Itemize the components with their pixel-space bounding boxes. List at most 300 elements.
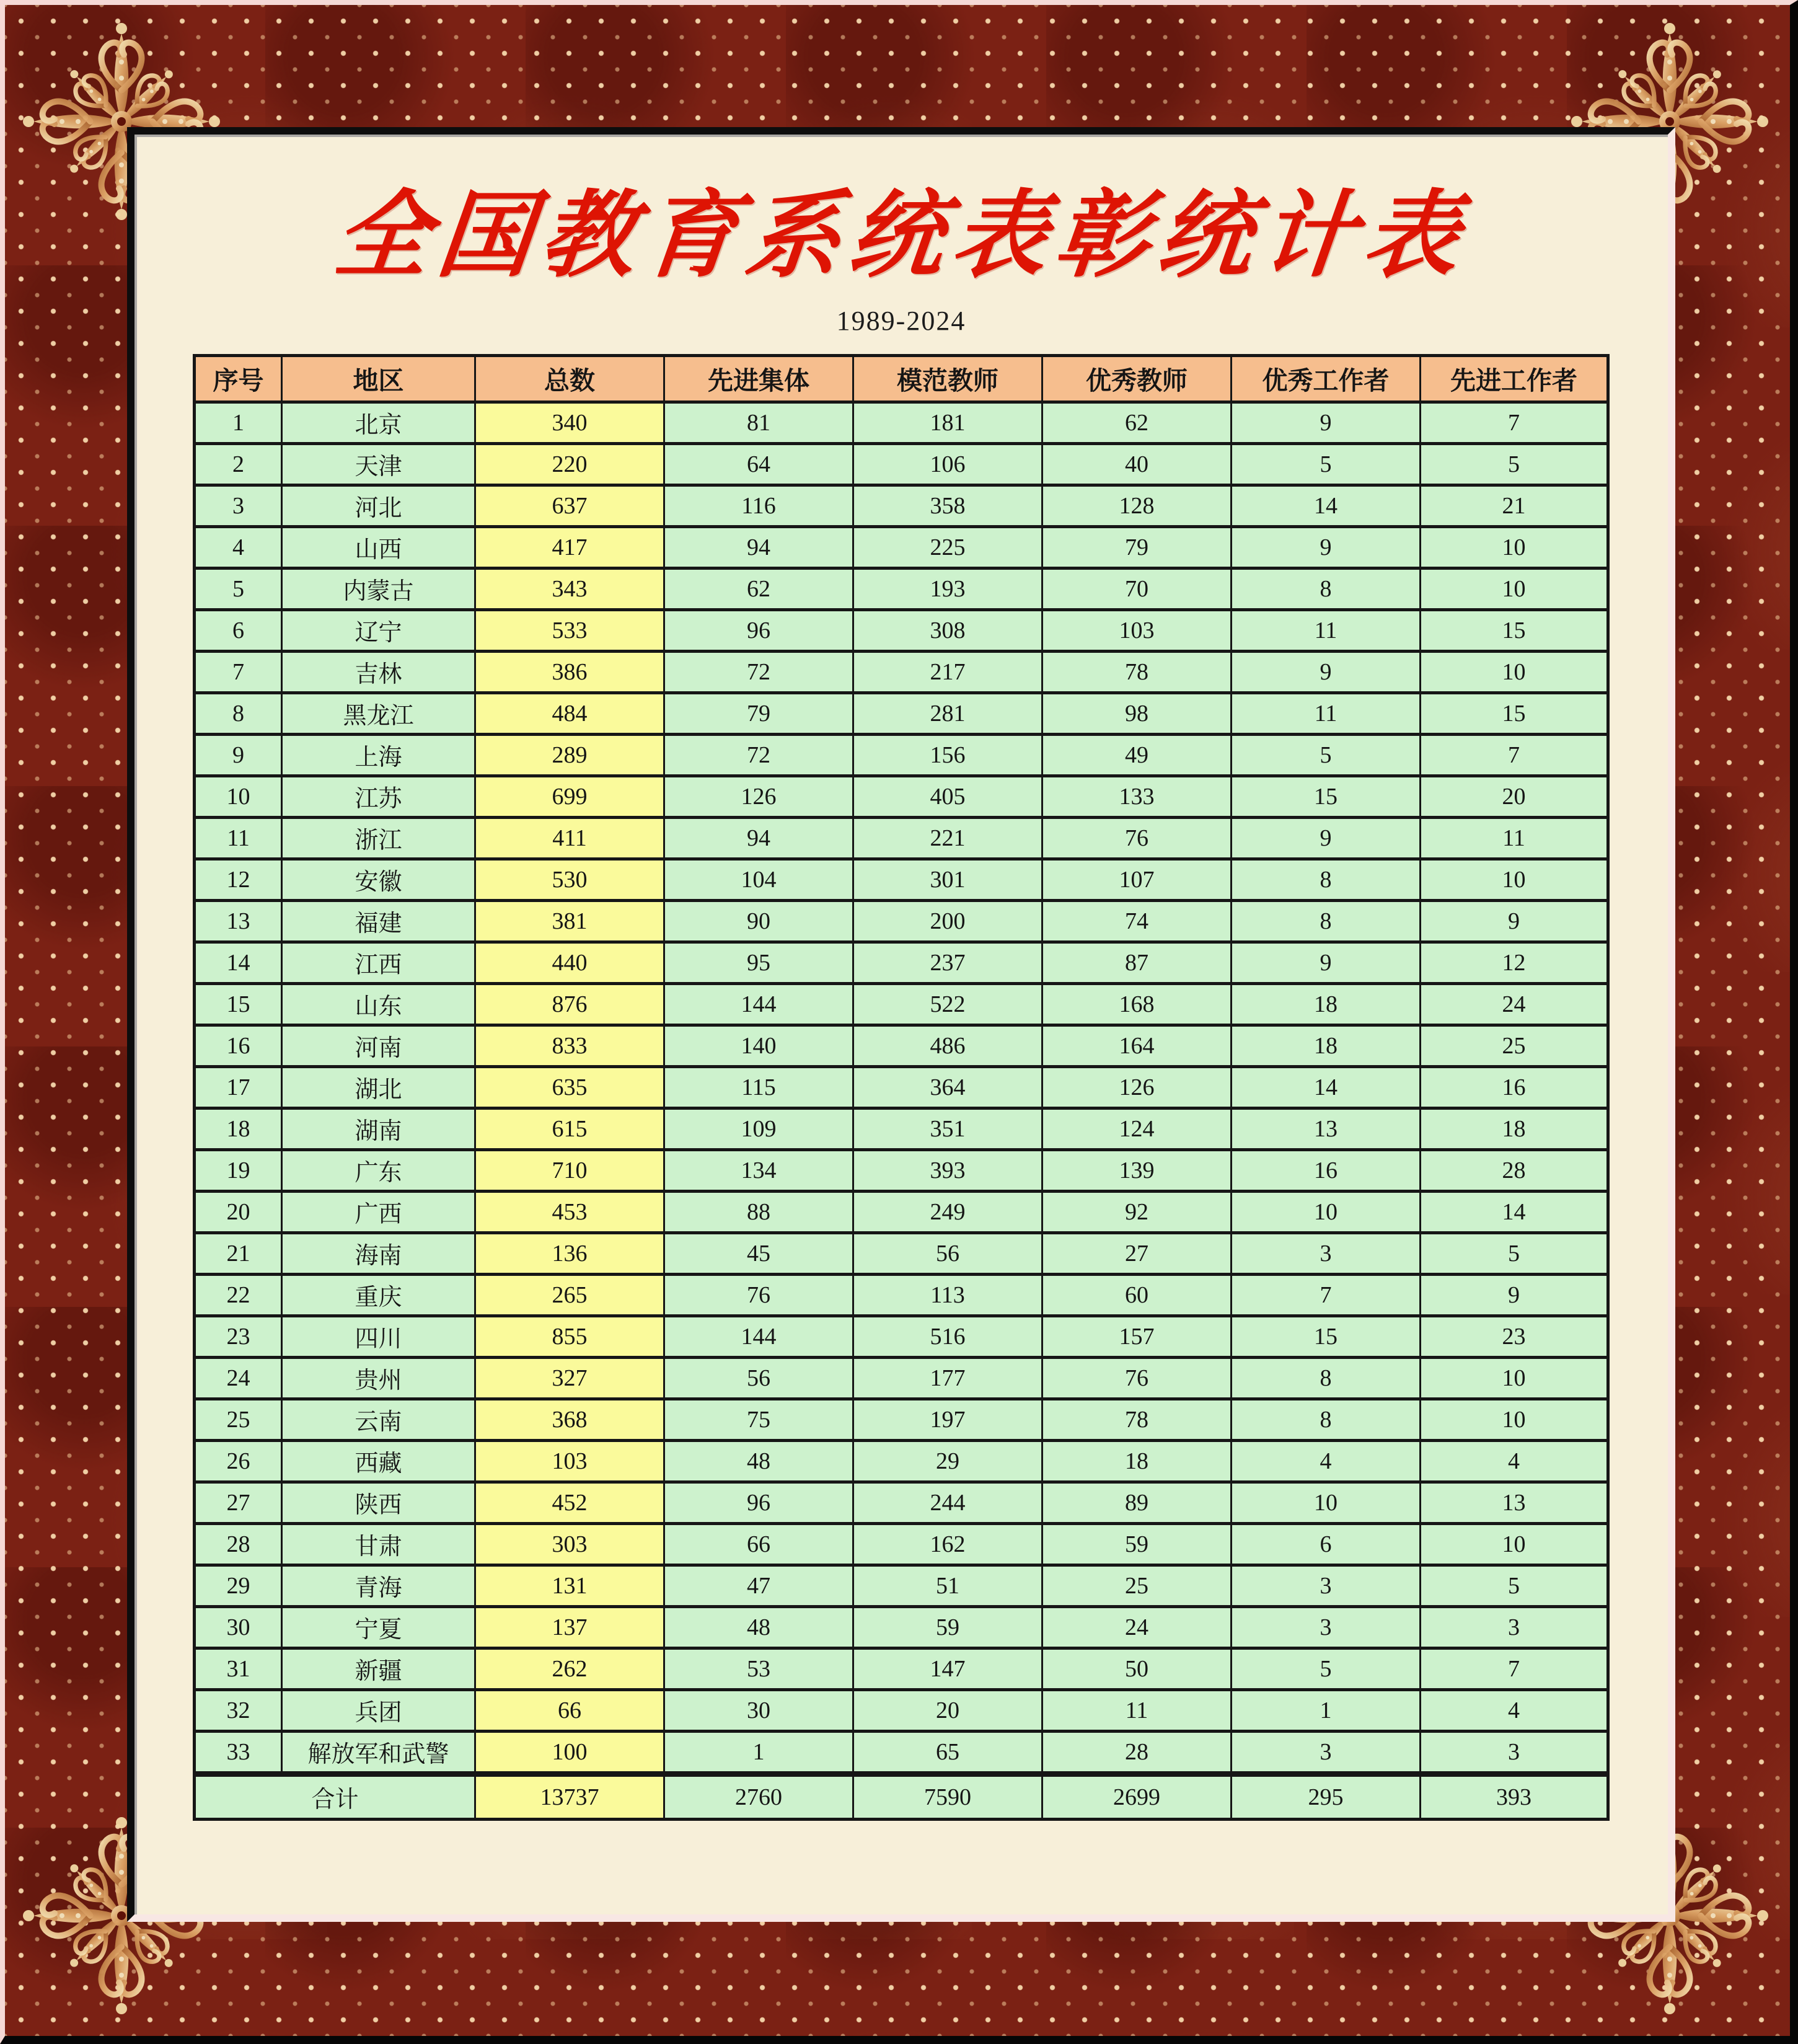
index-cell: 27	[195, 1482, 282, 1523]
value-cell: 59	[1042, 1523, 1232, 1565]
value-cell: 20	[853, 1689, 1042, 1731]
region-cell: 山东	[282, 983, 475, 1025]
value-cell: 5	[1232, 443, 1421, 485]
value-cell: 65	[853, 1731, 1042, 1774]
value-cell: 197	[853, 1399, 1042, 1440]
index-cell: 4	[195, 526, 282, 568]
value-cell: 81	[664, 402, 853, 443]
region-cell: 贵州	[282, 1357, 475, 1399]
value-cell: 855	[475, 1316, 664, 1357]
table-row	[195, 402, 1608, 443]
value-cell: 10	[1232, 1482, 1421, 1523]
value-cell: 24	[1421, 983, 1608, 1025]
value-cell: 15	[1421, 609, 1608, 651]
value-cell: 15	[1232, 776, 1421, 817]
value-cell: 23	[1421, 1316, 1608, 1357]
value-cell: 301	[853, 859, 1042, 900]
value-cell: 76	[664, 1274, 853, 1316]
total-advanced-group: 2760	[664, 1774, 853, 1819]
table-row	[195, 1606, 1608, 1648]
table-row	[195, 526, 1608, 568]
value-cell: 115	[664, 1066, 853, 1108]
column-header-index: 序号	[195, 355, 282, 402]
value-cell: 530	[475, 859, 664, 900]
value-cell: 162	[853, 1523, 1042, 1565]
value-cell: 27	[1042, 1232, 1232, 1274]
value-cell: 139	[1042, 1149, 1232, 1191]
table-row	[195, 1689, 1608, 1731]
table-row	[195, 443, 1608, 485]
value-cell: 10	[1421, 1357, 1608, 1399]
value-cell: 351	[853, 1108, 1042, 1149]
value-cell: 16	[1232, 1149, 1421, 1191]
value-cell: 45	[664, 1232, 853, 1274]
value-cell: 417	[475, 526, 664, 568]
value-cell: 29	[853, 1440, 1042, 1482]
region-cell: 广东	[282, 1149, 475, 1191]
value-cell: 4	[1421, 1689, 1608, 1731]
value-cell: 24	[1042, 1606, 1232, 1648]
index-cell: 11	[195, 817, 282, 859]
value-cell: 615	[475, 1108, 664, 1149]
value-cell: 56	[664, 1357, 853, 1399]
value-cell: 126	[664, 776, 853, 817]
table-row	[195, 568, 1608, 609]
table-total-row	[195, 1774, 1608, 1819]
table-row	[195, 609, 1608, 651]
value-cell: 265	[475, 1274, 664, 1316]
value-cell: 157	[1042, 1316, 1232, 1357]
value-cell: 147	[853, 1648, 1042, 1689]
value-cell: 249	[853, 1191, 1042, 1232]
value-cell: 18	[1421, 1108, 1608, 1149]
value-cell: 193	[853, 568, 1042, 609]
value-cell: 50	[1042, 1648, 1232, 1689]
value-cell: 20	[1421, 776, 1608, 817]
value-cell: 30	[664, 1689, 853, 1731]
value-cell: 56	[853, 1232, 1042, 1274]
value-cell: 3	[1232, 1565, 1421, 1606]
value-cell: 66	[664, 1523, 853, 1565]
value-cell: 78	[1042, 651, 1232, 692]
region-cell: 新疆	[282, 1648, 475, 1689]
value-cell: 7	[1421, 734, 1608, 776]
value-cell: 107	[1042, 859, 1232, 900]
value-cell: 5	[1421, 443, 1608, 485]
value-cell: 340	[475, 402, 664, 443]
region-cell: 湖北	[282, 1066, 475, 1108]
value-cell: 53	[664, 1648, 853, 1689]
index-cell: 30	[195, 1606, 282, 1648]
table-row	[195, 900, 1608, 942]
value-cell: 75	[664, 1399, 853, 1440]
value-cell: 386	[475, 651, 664, 692]
total-label: 合计	[195, 1774, 475, 1819]
region-cell: 陕西	[282, 1482, 475, 1523]
value-cell: 103	[1042, 609, 1232, 651]
index-cell: 13	[195, 900, 282, 942]
value-cell: 12	[1421, 942, 1608, 983]
value-cell: 522	[853, 983, 1042, 1025]
value-cell: 9	[1232, 651, 1421, 692]
index-cell: 12	[195, 859, 282, 900]
value-cell: 217	[853, 651, 1042, 692]
value-cell: 131	[475, 1565, 664, 1606]
value-cell: 88	[664, 1191, 853, 1232]
value-cell: 9	[1232, 402, 1421, 443]
region-cell: 兵团	[282, 1689, 475, 1731]
value-cell: 8	[1232, 859, 1421, 900]
table-row	[195, 1108, 1608, 1149]
value-cell: 440	[475, 942, 664, 983]
value-cell: 72	[664, 651, 853, 692]
value-cell: 103	[475, 1440, 664, 1482]
index-cell: 33	[195, 1731, 282, 1774]
region-cell: 海南	[282, 1232, 475, 1274]
region-cell: 江西	[282, 942, 475, 983]
value-cell: 7	[1421, 402, 1608, 443]
value-cell: 381	[475, 900, 664, 942]
value-cell: 109	[664, 1108, 853, 1149]
value-cell: 5	[1232, 734, 1421, 776]
value-cell: 533	[475, 609, 664, 651]
region-cell: 辽宁	[282, 609, 475, 651]
value-cell: 95	[664, 942, 853, 983]
value-cell: 6	[1232, 1523, 1421, 1565]
index-cell: 19	[195, 1149, 282, 1191]
index-cell: 1	[195, 402, 282, 443]
value-cell: 8	[1232, 900, 1421, 942]
value-cell: 10	[1421, 1399, 1608, 1440]
table-row	[195, 942, 1608, 983]
table-row	[195, 1731, 1608, 1774]
value-cell: 3	[1421, 1606, 1608, 1648]
column-header-region: 地区	[282, 355, 475, 402]
value-cell: 74	[1042, 900, 1232, 942]
value-cell: 9	[1232, 526, 1421, 568]
value-cell: 62	[664, 568, 853, 609]
value-cell: 92	[1042, 1191, 1232, 1232]
value-cell: 9	[1421, 900, 1608, 942]
table-row	[195, 1191, 1608, 1232]
value-cell: 5	[1421, 1232, 1608, 1274]
value-cell: 833	[475, 1025, 664, 1066]
value-cell: 876	[475, 983, 664, 1025]
value-cell: 343	[475, 568, 664, 609]
value-cell: 94	[664, 817, 853, 859]
table-row	[195, 1232, 1608, 1274]
index-cell: 26	[195, 1440, 282, 1482]
column-header-excellent-worker: 优秀工作者	[1232, 355, 1421, 402]
region-cell: 北京	[282, 402, 475, 443]
region-cell: 江苏	[282, 776, 475, 817]
column-header-advanced-group: 先进集体	[664, 355, 853, 402]
table-row	[195, 734, 1608, 776]
index-cell: 16	[195, 1025, 282, 1066]
value-cell: 181	[853, 402, 1042, 443]
region-cell: 青海	[282, 1565, 475, 1606]
region-cell: 解放军和武警	[282, 1731, 475, 1774]
region-cell: 湖南	[282, 1108, 475, 1149]
value-cell: 70	[1042, 568, 1232, 609]
table-row	[195, 651, 1608, 692]
value-cell: 59	[853, 1606, 1042, 1648]
index-cell: 29	[195, 1565, 282, 1606]
value-cell: 62	[1042, 402, 1232, 443]
index-cell: 3	[195, 485, 282, 526]
table-row	[195, 817, 1608, 859]
region-cell: 内蒙古	[282, 568, 475, 609]
index-cell: 9	[195, 734, 282, 776]
value-cell: 637	[475, 485, 664, 526]
value-cell: 90	[664, 900, 853, 942]
value-cell: 104	[664, 859, 853, 900]
value-cell: 3	[1232, 1606, 1421, 1648]
value-cell: 11	[1232, 609, 1421, 651]
value-cell: 405	[853, 776, 1042, 817]
value-cell: 244	[853, 1482, 1042, 1523]
region-cell: 四川	[282, 1316, 475, 1357]
column-header-excellent-teacher: 优秀教师	[1042, 355, 1232, 402]
value-cell: 411	[475, 817, 664, 859]
table-row	[195, 1440, 1608, 1482]
value-cell: 49	[1042, 734, 1232, 776]
column-header-model-teacher: 模范教师	[853, 355, 1042, 402]
value-cell: 289	[475, 734, 664, 776]
value-cell: 699	[475, 776, 664, 817]
value-cell: 3	[1232, 1731, 1421, 1774]
column-header-advanced-worker: 先进工作者	[1421, 355, 1608, 402]
value-cell: 237	[853, 942, 1042, 983]
value-cell: 144	[664, 983, 853, 1025]
value-cell: 60	[1042, 1274, 1232, 1316]
table-row	[195, 1149, 1608, 1191]
table-row	[195, 1025, 1608, 1066]
table-row	[195, 1523, 1608, 1565]
index-cell: 22	[195, 1274, 282, 1316]
region-cell: 安徽	[282, 859, 475, 900]
value-cell: 221	[853, 817, 1042, 859]
value-cell: 8	[1232, 1399, 1421, 1440]
total-advanced-worker: 393	[1421, 1774, 1608, 1819]
value-cell: 453	[475, 1191, 664, 1232]
value-cell: 10	[1232, 1191, 1421, 1232]
table-row	[195, 1316, 1608, 1357]
value-cell: 177	[853, 1357, 1042, 1399]
value-cell: 10	[1421, 651, 1608, 692]
table-row	[195, 1274, 1608, 1316]
value-cell: 364	[853, 1066, 1042, 1108]
value-cell: 368	[475, 1399, 664, 1440]
value-cell: 87	[1042, 942, 1232, 983]
value-cell: 303	[475, 1523, 664, 1565]
value-cell: 137	[475, 1606, 664, 1648]
value-cell: 134	[664, 1149, 853, 1191]
index-cell: 25	[195, 1399, 282, 1440]
subtitle-years: 1989-2024	[836, 305, 966, 336]
value-cell: 14	[1232, 485, 1421, 526]
value-cell: 7	[1421, 1648, 1608, 1689]
value-cell: 98	[1042, 692, 1232, 734]
value-cell: 25	[1042, 1565, 1232, 1606]
value-cell: 393	[853, 1149, 1042, 1191]
value-cell: 225	[853, 526, 1042, 568]
value-cell: 358	[853, 485, 1042, 526]
table-row	[195, 1565, 1608, 1606]
value-cell: 7	[1232, 1274, 1421, 1316]
value-cell: 164	[1042, 1025, 1232, 1066]
region-cell: 黑龙江	[282, 692, 475, 734]
value-cell: 11	[1232, 692, 1421, 734]
value-cell: 452	[475, 1482, 664, 1523]
value-cell: 78	[1042, 1399, 1232, 1440]
value-cell: 710	[475, 1149, 664, 1191]
index-cell: 20	[195, 1191, 282, 1232]
region-cell: 吉林	[282, 651, 475, 692]
index-cell: 2	[195, 443, 282, 485]
value-cell: 79	[664, 692, 853, 734]
value-cell: 89	[1042, 1482, 1232, 1523]
index-cell: 28	[195, 1523, 282, 1565]
value-cell: 96	[664, 1482, 853, 1523]
value-cell: 128	[1042, 485, 1232, 526]
value-cell: 100	[475, 1731, 664, 1774]
value-cell: 48	[664, 1440, 853, 1482]
value-cell: 635	[475, 1066, 664, 1108]
value-cell: 64	[664, 443, 853, 485]
value-cell: 72	[664, 734, 853, 776]
value-cell: 10	[1421, 526, 1608, 568]
value-cell: 9	[1421, 1274, 1608, 1316]
table-row	[195, 1066, 1608, 1108]
value-cell: 156	[853, 734, 1042, 776]
index-cell: 5	[195, 568, 282, 609]
value-cell: 76	[1042, 817, 1232, 859]
table-row	[195, 1399, 1608, 1440]
index-cell: 14	[195, 942, 282, 983]
value-cell: 10	[1421, 568, 1608, 609]
region-cell: 甘肃	[282, 1523, 475, 1565]
table-row	[195, 1648, 1608, 1689]
value-cell: 18	[1232, 1025, 1421, 1066]
value-cell: 136	[475, 1232, 664, 1274]
value-cell: 1	[664, 1731, 853, 1774]
value-cell: 94	[664, 526, 853, 568]
index-cell: 32	[195, 1689, 282, 1731]
region-cell: 广西	[282, 1191, 475, 1232]
region-cell: 福建	[282, 900, 475, 942]
index-cell: 15	[195, 983, 282, 1025]
value-cell: 10	[1421, 859, 1608, 900]
value-cell: 168	[1042, 983, 1232, 1025]
region-cell: 西藏	[282, 1440, 475, 1482]
value-cell: 14	[1421, 1191, 1608, 1232]
value-cell: 3	[1232, 1232, 1421, 1274]
region-cell: 天津	[282, 443, 475, 485]
table-body	[195, 402, 1608, 1774]
index-cell: 23	[195, 1316, 282, 1357]
table-row	[195, 1357, 1608, 1399]
value-cell: 40	[1042, 443, 1232, 485]
value-cell: 106	[853, 443, 1042, 485]
value-cell: 126	[1042, 1066, 1232, 1108]
value-cell: 18	[1042, 1440, 1232, 1482]
total-model-teacher: 7590	[853, 1774, 1042, 1819]
value-cell: 10	[1421, 1523, 1608, 1565]
column-header-total: 总数	[475, 355, 664, 402]
value-cell: 200	[853, 900, 1042, 942]
value-cell: 4	[1421, 1440, 1608, 1482]
index-cell: 17	[195, 1066, 282, 1108]
value-cell: 8	[1232, 1357, 1421, 1399]
region-cell: 山西	[282, 526, 475, 568]
value-cell: 116	[664, 485, 853, 526]
page-title: 全国教育系统表彰统计表	[329, 179, 1473, 290]
value-cell: 76	[1042, 1357, 1232, 1399]
region-cell: 重庆	[282, 1274, 475, 1316]
region-cell: 浙江	[282, 817, 475, 859]
table-row	[195, 692, 1608, 734]
value-cell: 308	[853, 609, 1042, 651]
value-cell: 13	[1421, 1482, 1608, 1523]
value-cell: 9	[1232, 942, 1421, 983]
value-cell: 124	[1042, 1108, 1232, 1149]
value-cell: 8	[1232, 568, 1421, 609]
table-header-row	[195, 355, 1608, 402]
value-cell: 18	[1232, 983, 1421, 1025]
value-cell: 9	[1232, 817, 1421, 859]
value-cell: 79	[1042, 526, 1232, 568]
index-cell: 7	[195, 651, 282, 692]
value-cell: 51	[853, 1565, 1042, 1606]
value-cell: 16	[1421, 1066, 1608, 1108]
table-row	[195, 485, 1608, 526]
value-cell: 3	[1421, 1731, 1608, 1774]
index-cell: 18	[195, 1108, 282, 1149]
value-cell: 5	[1421, 1565, 1608, 1606]
value-cell: 28	[1421, 1149, 1608, 1191]
value-cell: 28	[1042, 1731, 1232, 1774]
value-cell: 486	[853, 1025, 1042, 1066]
value-cell: 133	[1042, 776, 1232, 817]
value-cell: 11	[1421, 817, 1608, 859]
region-cell: 上海	[282, 734, 475, 776]
total-excellent-worker: 295	[1232, 1774, 1421, 1819]
index-cell: 24	[195, 1357, 282, 1399]
statistics-table	[193, 354, 1610, 1821]
value-cell: 140	[664, 1025, 853, 1066]
value-cell: 13	[1232, 1108, 1421, 1149]
table-row	[195, 983, 1608, 1025]
table-row	[195, 1482, 1608, 1523]
value-cell: 220	[475, 443, 664, 485]
value-cell: 484	[475, 692, 664, 734]
value-cell: 15	[1232, 1316, 1421, 1357]
table-row	[195, 859, 1608, 900]
value-cell: 4	[1232, 1440, 1421, 1482]
value-cell: 1	[1232, 1689, 1421, 1731]
index-cell: 10	[195, 776, 282, 817]
total-excellent-teacher: 2699	[1042, 1774, 1232, 1819]
certificate-panel	[127, 127, 1675, 1922]
index-cell: 31	[195, 1648, 282, 1689]
region-cell: 云南	[282, 1399, 475, 1440]
value-cell: 14	[1232, 1066, 1421, 1108]
value-cell: 113	[853, 1274, 1042, 1316]
region-cell: 河南	[282, 1025, 475, 1066]
value-cell: 144	[664, 1316, 853, 1357]
value-cell: 516	[853, 1316, 1042, 1357]
